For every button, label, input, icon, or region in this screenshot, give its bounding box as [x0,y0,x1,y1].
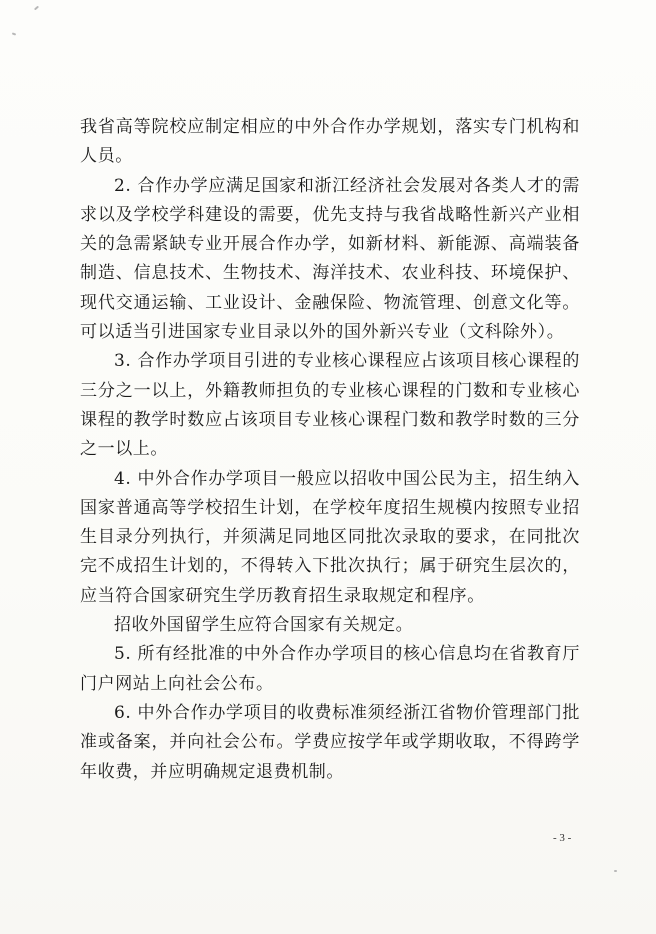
paragraph-item-3: 3. 合作办学项目引进的专业核心课程应占该项目核心课程的三分之一以上，外籍教师担负的专业核心课程的门数和专业核心课程的教学时数应占该项目专业核心课程门数和教学时数的三分之一以上。 [80,351,580,460]
scan-speck [614,870,617,872]
page-number: - 3 - [553,832,572,844]
paragraph-item-4: 4. 中外合作办学项目一般应以招收中国公民为主，招生纳入国家普通高等学校招生计划，在学校年度招生规模内按照专业招生目录分列执行，并须满足同地区同批次录取的要求，在同批次完不成招生计划的，不得转入下批次执行；属于研究生层次的，应当符合国家研究生学历教育招生录取规定和程序。 [80,468,580,606]
scan-speck [34,6,39,11]
paragraph-item-2: 2. 合作办学应满足国家和浙江经济社会发展对各类人才的需求以及学校学科建设的需要，优先支持与我省战略性新兴产业相关的急需紧缺专业开展合作办学，如新材料、新能源、高端装备制造、信息技术、生物技术、海洋技术、农业科技、环境保护、现代交通运输、工业设计、金融保险、物流管理、创意文化等。可以适当引进国家专业目录以外的国外新兴专业（文科除外）。 [80,175,580,343]
paragraph-item-6: 6. 中外合作办学项目的收费标准须经浙江省物价管理部门批准或备案，并向社会公布。学费应按学年或学期收取，不得跨学年收费，并应明确规定退费机制。 [80,702,580,782]
paragraph-continuation: 我省高等院校应制定相应的中外合作办学规划，落实专门机构和人员。 [80,117,580,167]
paragraph-item-5: 5. 所有经批准的中外合作办学项目的核心信息均在省教育厅门户网站上向社会公布。 [80,644,580,694]
paragraph-foreign-students: 招收外国留学生应符合国家有关规定。 [114,615,414,636]
scan-speck [12,32,16,35]
document-body [80,113,580,787]
